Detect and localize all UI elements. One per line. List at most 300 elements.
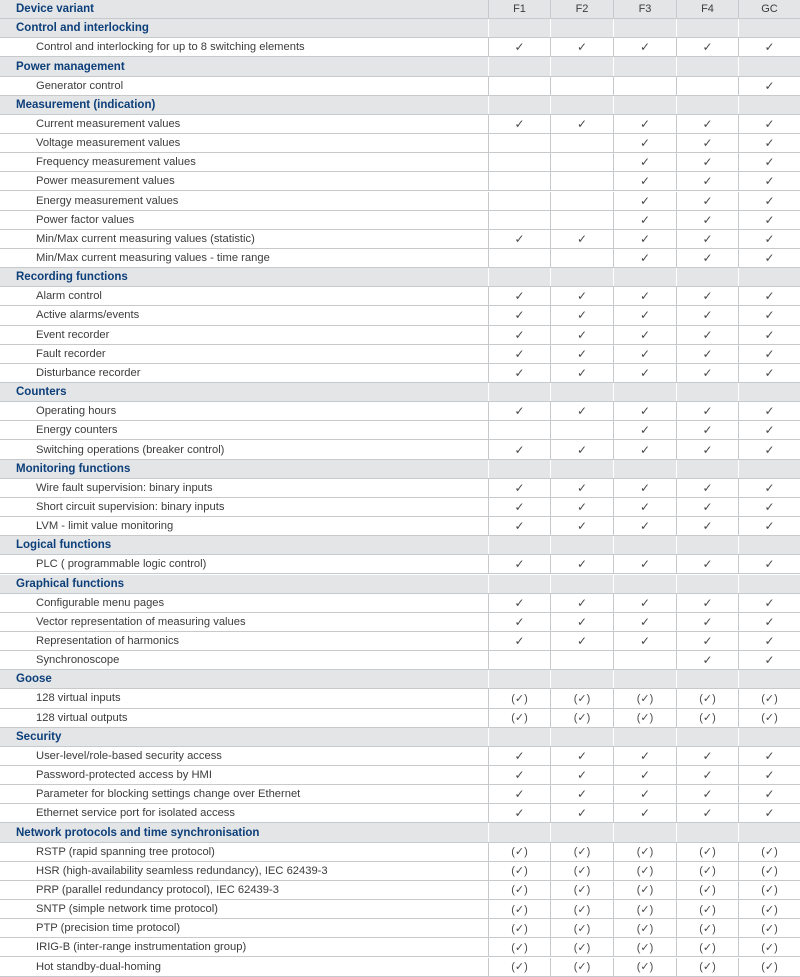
check-mark-cell [613,498,676,516]
check-mark: ✓ [576,346,588,361]
feature-label: Generator control [36,79,124,92]
table-row [0,881,800,900]
feature-label-cell [0,709,488,727]
feature-label-cell [0,804,488,822]
check-mark-cell [676,440,738,458]
category-spacer-cell [613,823,676,841]
optional-check-mark-cell [676,862,738,880]
feature-label: Hot standby-dual-homing [36,960,161,973]
optional-check-mark-cell [550,843,613,861]
check-mark-cell [488,785,550,803]
category-spacer-cell [676,670,738,688]
check-mark: ✓ [764,787,775,802]
check-mark: ✓ [764,423,775,438]
feature-label: User-level/role-based security access [36,749,222,762]
check-mark-cell [550,306,613,324]
category-spacer-cell [488,670,550,688]
check-mark: ✓ [702,634,713,648]
optional-check-mark: (✓) [573,941,591,954]
check-mark-cell [550,230,613,248]
optional-check-mark: (✓) [699,692,716,705]
empty-mark-cell [488,172,550,190]
check-mark: ✓ [639,748,651,763]
check-mark: ✓ [639,519,651,534]
category-label-cell [0,823,488,841]
check-mark-cell [488,517,550,535]
optional-check-mark-cell [488,900,550,918]
check-mark-cell [488,306,550,324]
table-row [0,498,800,517]
category-spacer-cell [676,823,738,841]
check-mark: ✓ [702,327,713,342]
category-spacer-cell [488,383,550,401]
table-row [0,843,800,862]
optional-check-mark: (✓) [511,922,528,935]
optional-check-mark-cell [613,862,676,880]
category-spacer-cell [488,823,550,841]
category-label-cell [0,670,488,688]
check-mark-cell [613,38,676,56]
category-label: Security [16,730,62,743]
table-row [0,517,800,536]
category-spacer-cell [738,728,800,746]
check-mark: ✓ [514,116,525,131]
optional-check-mark-cell [613,958,676,976]
empty-mark-cell [613,651,676,669]
check-mark-cell [488,804,550,822]
check-mark: ✓ [702,499,713,514]
check-mark-cell [488,287,550,305]
optional-check-mark-cell [676,709,738,727]
optional-check-mark-cell [676,843,738,861]
optional-check-mark: (✓) [761,941,778,954]
table-row [0,115,800,134]
check-mark-cell [676,594,738,612]
empty-mark-cell [550,651,613,669]
device-variant-header-cell [0,0,488,18]
optional-check-mark: (✓) [699,961,716,974]
category-spacer-cell [488,728,550,746]
table-row [0,230,800,249]
feature-label-cell [0,77,488,95]
feature-label: LVM - limit value monitoring [36,520,174,533]
empty-mark-cell [550,421,613,439]
feature-label: Frequency measurement values [36,156,196,169]
check-mark: ✓ [514,40,525,55]
table-row [0,632,800,651]
optional-check-mark-cell [738,919,800,937]
category-spacer-cell [738,575,800,593]
category-spacer-cell [738,268,800,286]
optional-check-mark-cell [738,938,800,956]
optional-check-mark: (✓) [636,903,654,916]
feature-label: Active alarms/events [36,309,140,322]
table-row [0,192,800,211]
category-spacer-cell [613,19,676,37]
optional-check-mark-cell [676,900,738,918]
table-row [0,785,800,804]
table-row [0,479,800,498]
check-mark: ✓ [576,557,588,572]
optional-check-mark: (✓) [761,846,778,859]
optional-check-mark-cell [550,689,613,707]
check-mark-cell [738,326,800,344]
check-mark: ✓ [576,499,588,514]
check-mark-cell [676,134,738,152]
category-label-cell [0,268,488,286]
category-label: Monitoring functions [16,462,131,475]
optional-check-mark: (✓) [511,865,528,878]
category-spacer-cell [550,268,613,286]
optional-check-mark: (✓) [573,961,591,974]
feature-label: Switching operations (breaker control) [36,443,225,456]
category-label-cell [0,460,488,478]
check-mark: ✓ [764,748,775,763]
optional-check-mark-cell [738,900,800,918]
check-mark-cell [738,230,800,248]
check-mark-cell [676,804,738,822]
check-mark-cell [550,804,613,822]
check-mark-cell [738,38,800,56]
category-spacer-cell [550,19,613,37]
category-spacer-cell [676,268,738,286]
feature-label-cell [0,843,488,861]
check-mark: ✓ [514,231,525,246]
check-mark-cell [738,153,800,171]
check-mark: ✓ [639,231,651,246]
feature-label-cell [0,785,488,803]
check-mark-cell [676,306,738,324]
category-spacer-cell [613,57,676,75]
check-mark: ✓ [702,365,713,380]
table-row [0,402,800,421]
check-mark: ✓ [576,40,588,55]
category-spacer-cell [613,536,676,554]
optional-check-mark: (✓) [573,846,591,859]
check-mark: ✓ [702,480,713,495]
category-label: Recording functions [16,271,128,284]
feature-label-cell [0,900,488,918]
check-mark: ✓ [702,519,713,534]
check-mark: ✓ [764,499,775,514]
check-mark-cell [488,594,550,612]
category-label: Power management [16,60,125,73]
check-mark-cell [676,421,738,439]
feature-label-cell [0,498,488,516]
optional-check-mark: (✓) [573,922,591,935]
check-mark: ✓ [576,327,588,342]
check-mark-cell [613,345,676,363]
optional-check-mark: (✓) [699,922,716,935]
check-mark-cell [738,402,800,420]
optional-check-mark-cell [550,881,613,899]
check-mark: ✓ [514,289,525,304]
table-row [0,651,800,670]
check-mark-cell [488,766,550,784]
check-mark: ✓ [514,748,525,763]
check-mark: ✓ [639,423,651,438]
optional-check-mark: (✓) [636,961,654,974]
feature-label: Event recorder [36,328,110,341]
check-mark-cell [613,153,676,171]
empty-mark-cell [488,651,550,669]
optional-check-mark: (✓) [761,903,778,916]
check-mark: ✓ [702,116,713,131]
feature-label: Synchronoscope [36,654,120,667]
category-spacer-cell [738,823,800,841]
category-row [0,670,800,689]
optional-check-mark-cell [738,862,800,880]
category-spacer-cell [550,823,613,841]
feature-label: 128 virtual inputs [36,692,121,705]
check-mark-cell [550,345,613,363]
optional-check-mark-cell [613,689,676,707]
category-spacer-cell [488,268,550,286]
check-mark-cell [613,172,676,190]
feature-label-cell [0,38,488,56]
feature-label-cell [0,134,488,152]
category-spacer-cell [613,728,676,746]
check-mark-cell [738,804,800,822]
check-mark-cell [488,115,550,133]
check-mark-cell [676,115,738,133]
feature-label-cell [0,211,488,229]
check-mark: ✓ [702,174,713,189]
check-mark-cell [550,38,613,56]
table-row [0,153,800,172]
check-mark-cell [676,785,738,803]
check-mark-cell [676,747,738,765]
table-row [0,958,800,977]
feature-label: Energy measurement values [36,194,179,207]
category-spacer-cell [550,536,613,554]
check-mark-cell [613,594,676,612]
check-mark-cell [488,632,550,650]
column-header-gc-cell [738,0,800,18]
optional-check-mark-cell [550,900,613,918]
check-mark-cell [676,364,738,382]
check-mark: ✓ [702,423,713,438]
check-mark: ✓ [576,748,588,763]
check-mark: ✓ [639,308,651,323]
check-mark: ✓ [514,614,525,629]
check-mark-cell [613,517,676,535]
category-label: Network protocols and time synchronisation [16,826,260,839]
category-spacer-cell [488,19,550,37]
optional-check-mark: (✓) [511,884,528,897]
check-mark-cell [613,632,676,650]
optional-check-mark: (✓) [636,692,654,705]
category-row [0,575,800,594]
feature-label-cell [0,747,488,765]
check-mark: ✓ [702,557,713,572]
check-mark: ✓ [764,116,775,131]
check-mark: ✓ [576,404,588,419]
check-mark: ✓ [514,519,525,534]
check-mark: ✓ [702,404,713,419]
category-spacer-cell [613,670,676,688]
check-mark-cell [738,364,800,382]
optional-check-mark-cell [488,843,550,861]
check-mark: ✓ [514,499,525,514]
check-mark-cell [550,115,613,133]
empty-mark-cell [488,153,550,171]
check-mark-cell [738,651,800,669]
check-mark-cell [613,287,676,305]
column-header-f3-cell [613,0,676,18]
table-row [0,306,800,325]
check-mark: ✓ [639,136,651,151]
check-mark: ✓ [764,595,775,610]
empty-mark-cell [550,134,613,152]
check-mark: ✓ [639,174,651,189]
optional-check-mark: (✓) [636,712,654,725]
feature-label-cell [0,230,488,248]
feature-label: Wire fault supervision: binary inputs [36,481,213,494]
column-header-f2: F2 [575,3,589,16]
check-mark-cell [613,211,676,229]
check-mark: ✓ [514,480,525,495]
feature-label-cell [0,594,488,612]
check-mark: ✓ [639,155,651,170]
feature-label: Alarm control [36,290,102,303]
optional-check-mark: (✓) [511,961,528,974]
check-mark-cell [613,555,676,573]
optional-check-mark: (✓) [761,692,778,705]
empty-mark-cell [488,249,550,267]
check-mark: ✓ [639,557,651,572]
feature-label-cell [0,306,488,324]
category-label-cell [0,728,488,746]
check-mark-cell [613,306,676,324]
optional-check-mark-cell [488,881,550,899]
optional-check-mark: (✓) [573,712,591,725]
category-spacer-cell [488,96,550,114]
check-mark-cell [550,555,613,573]
category-spacer-cell [613,96,676,114]
category-row [0,268,800,287]
feature-label-cell [0,479,488,497]
check-mark: ✓ [764,442,775,457]
optional-check-mark-cell [488,919,550,937]
feature-label: SNTP (simple network time protocol) [36,903,218,916]
check-mark: ✓ [576,595,588,610]
check-mark: ✓ [514,346,525,361]
check-mark-cell [738,479,800,497]
optional-check-mark: (✓) [699,865,716,878]
feature-label-cell [0,938,488,956]
category-label-cell [0,96,488,114]
optional-check-mark-cell [738,843,800,861]
check-mark: ✓ [639,499,651,514]
check-mark: ✓ [514,404,525,419]
feature-label-cell [0,345,488,363]
check-mark: ✓ [576,634,588,648]
optional-check-mark-cell [676,881,738,899]
feature-label-cell [0,364,488,382]
check-mark-cell [488,613,550,631]
check-mark: ✓ [639,289,651,304]
check-mark-cell [488,440,550,458]
optional-check-mark-cell [613,900,676,918]
optional-check-mark-cell [676,938,738,956]
check-mark-cell [550,364,613,382]
optional-check-mark-cell [738,709,800,727]
category-row [0,728,800,747]
feature-label: Voltage measurement values [36,137,181,150]
check-mark-cell [613,134,676,152]
feature-label: Configurable menu pages [36,596,165,609]
check-mark: ✓ [764,40,775,55]
check-mark-cell [613,479,676,497]
empty-mark-cell [488,211,550,229]
feature-label: 128 virtual outputs [36,711,128,724]
check-mark-cell [613,421,676,439]
check-mark: ✓ [764,212,775,227]
category-spacer-cell [550,670,613,688]
check-mark: ✓ [639,116,651,131]
category-label: Measurement (indication) [16,98,156,111]
check-mark-cell [738,766,800,784]
check-mark: ✓ [702,346,713,361]
check-mark-cell [676,479,738,497]
check-mark-cell [676,326,738,344]
category-spacer-cell [738,57,800,75]
check-mark-cell [738,440,800,458]
check-mark: ✓ [764,155,775,170]
check-mark-cell [676,172,738,190]
table-row [0,766,800,785]
check-mark-cell [488,555,550,573]
check-mark: ✓ [639,806,651,821]
optional-check-mark: (✓) [511,941,528,954]
check-mark-cell [613,402,676,420]
check-mark-cell [488,38,550,56]
check-mark-cell [738,249,800,267]
check-mark-cell [676,555,738,573]
check-mark-cell [550,326,613,344]
check-mark: ✓ [576,787,588,802]
check-mark-cell [550,402,613,420]
check-mark-cell [613,440,676,458]
table-row [0,689,800,708]
check-mark-cell [676,651,738,669]
check-mark: ✓ [576,806,588,821]
check-mark-cell [550,747,613,765]
category-label: Goose [16,673,52,686]
check-mark-cell [488,479,550,497]
table-row [0,345,800,364]
check-mark-cell [488,230,550,248]
check-mark-cell [550,440,613,458]
category-label: Counters [16,386,67,399]
optional-check-mark: (✓) [511,846,528,859]
check-mark: ✓ [576,442,588,457]
optional-check-mark: (✓) [636,846,654,859]
table-row [0,938,800,957]
check-mark: ✓ [514,634,525,648]
category-spacer-cell [738,536,800,554]
check-mark-cell [676,153,738,171]
check-mark: ✓ [639,595,651,610]
check-mark-cell [613,785,676,803]
feature-label: Current measurement values [36,117,181,130]
check-mark: ✓ [764,519,775,534]
check-mark: ✓ [702,442,713,457]
feature-label: IRIG-B (inter-range instrumentation group) [36,941,247,954]
check-mark: ✓ [639,327,651,342]
check-mark-cell [738,517,800,535]
